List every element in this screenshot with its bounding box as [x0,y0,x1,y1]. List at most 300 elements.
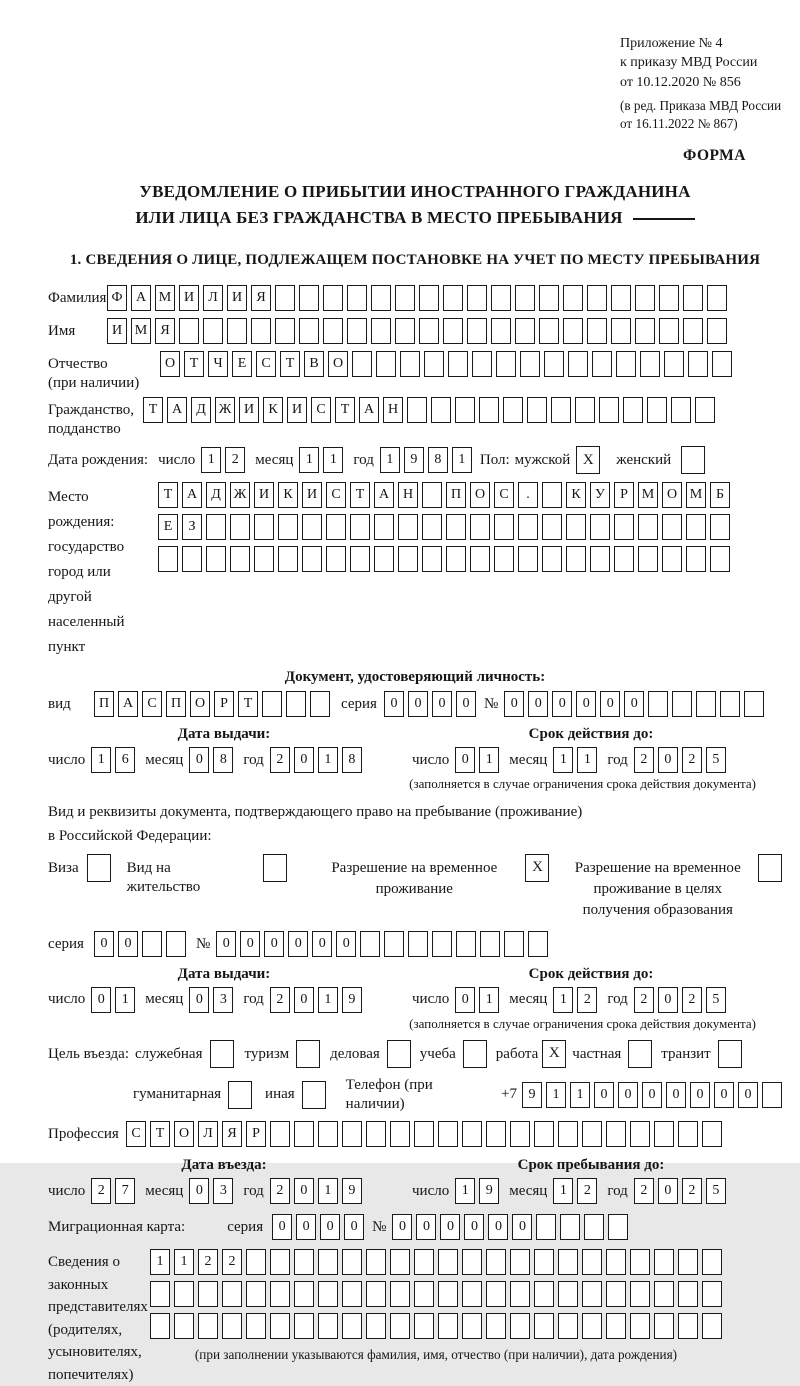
char-box: Т [280,351,300,377]
char-box [414,1121,434,1147]
char-box [462,1281,482,1307]
char-box [390,1249,410,1275]
char-box: 8 [342,747,362,773]
residence-expiry-year-label: год [607,991,628,1008]
identity-doc-heading: Документ, удостоверяющий личность: [284,669,546,686]
stay-year-boxes[interactable] [634,1178,726,1204]
char-box: И [227,285,247,311]
purpose-option-humanitarian-checkbox[interactable] [228,1081,252,1109]
stay-day-boxes[interactable] [455,1178,499,1204]
char-box: Т [158,482,178,508]
char-box: С [494,482,514,508]
char-box [398,514,418,540]
entry-month-boxes[interactable] [189,1178,233,1204]
char-box [462,1249,482,1275]
char-box: Е [232,351,252,377]
char-box [662,546,682,572]
residence-series-boxes[interactable] [94,931,186,957]
char-box: 0 [658,1178,678,1204]
purpose-option-transit-label: транзит [661,1045,711,1062]
char-box: 0 [666,1082,686,1108]
char-box [568,351,588,377]
char-box [246,1313,266,1339]
representatives-row3-boxes[interactable] [150,1313,722,1339]
char-box: 0 [714,1082,734,1108]
char-box [302,514,322,540]
char-box [510,1313,530,1339]
char-box [462,1313,482,1339]
char-box [262,691,282,717]
residence-issue-day-boxes[interactable] [91,987,135,1013]
char-box [384,931,404,957]
header-order-line2: от 10.12.2020 № 856 [620,74,741,90]
char-box [87,854,111,882]
birth-place-label-line1: Место рождения: [48,489,115,531]
char-box: 0 [392,1214,412,1240]
char-box: 2 [270,1178,290,1204]
char-box [150,1281,170,1307]
header-revision-line2: от 16.11.2022 № 867) [620,116,738,132]
char-box: О [160,351,180,377]
char-box [528,931,548,957]
char-box: 0 [294,747,314,773]
char-box: 1 [380,447,400,473]
char-box [534,1121,554,1147]
char-box: Л [203,285,223,311]
char-box: 2 [91,1178,111,1204]
identity-issue-year-boxes[interactable] [270,747,362,773]
surname-label: Фамилия [48,290,107,307]
char-box [467,285,487,311]
birth-month-label: месяц [255,451,294,468]
purpose-option-business-checkbox[interactable] [387,1040,411,1068]
char-box [419,318,439,344]
char-box: 1 [201,447,221,473]
rvp-edu-checkbox[interactable] [758,854,782,882]
birth-place-label [48,482,158,660]
identity-expiry-year-boxes[interactable] [634,747,726,773]
char-box [387,1040,411,1068]
char-box [326,514,346,540]
char-box [254,546,274,572]
identity-issue-day-boxes[interactable] [91,747,135,773]
char-box: 2 [634,1178,654,1204]
char-box [616,351,636,377]
char-box [599,397,619,423]
char-box: 1 [318,987,338,1013]
char-box: Я [222,1121,242,1147]
char-box [582,1249,602,1275]
char-box: 0 [189,987,209,1013]
residence-expiry-year-boxes[interactable] [634,987,726,1013]
char-box [179,318,199,344]
char-box [455,397,475,423]
char-box [630,1313,650,1339]
char-box [623,397,643,423]
char-box: А [131,285,151,311]
identity-kind-boxes[interactable] [94,691,330,717]
birth-place-row1-boxes[interactable] [158,482,730,508]
char-box: 0 [528,691,548,717]
representatives-label [48,1249,150,1386]
char-box [360,931,380,957]
identity-series-boxes[interactable] [384,691,476,717]
char-box: 9 [522,1082,542,1108]
char-box [246,1281,266,1307]
char-box: 0 [296,1214,316,1240]
forma-label: ФОРМА [682,147,746,165]
char-box: О [328,351,348,377]
residence-issue-month-boxes[interactable] [189,987,233,1013]
char-box [462,1121,482,1147]
char-box [681,446,705,474]
entry-day-label: число [48,1182,86,1199]
given-name-label: Имя [48,323,76,340]
birth-place-label-line4: населенный пункт [48,614,125,656]
char-box [686,546,706,572]
identity-expiry-day-boxes[interactable] [455,747,499,773]
char-box [222,1313,242,1339]
char-box: Т [350,482,370,508]
char-box [294,1313,314,1339]
purpose-option-other-checkbox[interactable] [302,1081,326,1109]
char-box: Л [198,1121,218,1147]
given-name-boxes[interactable] [107,318,727,344]
purpose-option-business-label: деловая [330,1045,380,1062]
char-box [654,1281,674,1307]
sex-female-label: женский [616,452,672,468]
char-box: 0 [464,1214,484,1240]
char-box [486,1281,506,1307]
char-box [534,1313,554,1339]
char-box [438,1313,458,1339]
citizenship-boxes[interactable] [143,397,715,423]
patronymic-label [48,351,160,393]
char-box: 1 [553,987,573,1013]
char-box: 1 [546,1082,566,1108]
residence-issue-year-boxes[interactable] [270,987,362,1013]
birth-place-row2-boxes[interactable] [158,514,730,540]
purpose-option-work-checkbox[interactable] [542,1040,566,1068]
char-box: 2 [577,1178,597,1204]
char-box: О [662,482,682,508]
char-box [246,1249,266,1275]
char-box: Ж [230,482,250,508]
char-box: 0 [658,747,678,773]
char-box: 2 [682,1178,702,1204]
char-box: Д [206,482,226,508]
char-box: 0 [440,1214,460,1240]
migration-number-boxes[interactable] [392,1214,628,1240]
char-box [536,1214,556,1240]
char-box: Я [251,285,271,311]
char-box [438,1281,458,1307]
char-box [448,351,468,377]
char-box [614,546,634,572]
identity-issue-year-label: год [243,751,264,768]
char-box: 2 [270,747,290,773]
char-box [638,546,658,572]
char-box: Р [214,691,234,717]
char-box: К [566,482,586,508]
char-box [510,1281,530,1307]
char-box: 0 [658,987,678,1013]
stay-day-label: число [412,1182,450,1199]
char-box [486,1313,506,1339]
representatives-label-line5: усыновителях, [48,1344,142,1361]
char-box: 0 [690,1082,710,1108]
char-box [582,1313,602,1339]
representatives-row2-boxes[interactable] [150,1281,722,1307]
char-box: П [446,482,466,508]
header-appendix: Приложение № 4 [620,36,723,51]
char-box: 0 [320,1214,340,1240]
rvp-label-line1: Разрешение на временное [331,859,498,876]
char-box [299,318,319,344]
char-box [286,691,306,717]
char-box [318,1281,338,1307]
identity-number-boxes[interactable] [504,691,764,717]
entry-year-boxes[interactable] [270,1178,362,1204]
identity-kind-label: вид [48,696,71,712]
citizenship-label [48,397,143,439]
char-box [470,546,490,572]
char-box [611,318,631,344]
sex-male-checkbox[interactable] [576,446,600,474]
char-box [347,318,367,344]
char-box: 7 [115,1178,135,1204]
char-box [227,318,247,344]
char-box: X [576,446,600,474]
rvp-edu-label-line1: Разрешение на временное [574,859,741,876]
char-box [683,285,703,311]
char-box: 0 [91,987,111,1013]
char-box [376,351,396,377]
form-title-line2: ИЛИ ЛИЦА БЕЗ ГРАЖДАНСТВА В МЕСТО ПРЕБЫВАНИЯ [135,207,623,227]
char-box: 0 [94,931,114,957]
residence-number-boxes[interactable] [216,931,548,957]
char-box: 0 [504,691,524,717]
char-box: Ф [107,285,127,311]
header-order-line1: к приказу МВД России [620,55,758,71]
char-box [270,1249,290,1275]
char-box [302,546,322,572]
char-box: 2 [198,1249,218,1275]
char-box [230,546,250,572]
char-box [558,1281,578,1307]
char-box [347,285,367,311]
char-box [350,514,370,540]
profession-boxes[interactable] [126,1121,722,1147]
char-box [278,514,298,540]
identity-expiry-month-boxes[interactable] [553,747,597,773]
profession-label: Профессия [48,1126,119,1142]
legal-header [620,34,782,133]
char-box: 1 [91,747,111,773]
char-box: М [638,482,658,508]
char-box: 2 [222,1249,242,1275]
char-box [551,397,571,423]
char-box [762,1082,782,1108]
char-box: Т [335,397,355,423]
char-box: А [359,397,379,423]
char-box [318,1121,338,1147]
char-box [542,482,562,508]
char-box [486,1249,506,1275]
patronymic-label-line1: Отчество [48,356,108,373]
char-box [534,1249,554,1275]
purpose-option-tourism-checkbox[interactable] [296,1040,320,1068]
char-box [318,1249,338,1275]
purpose-option-private-checkbox[interactable] [628,1040,652,1068]
char-box [590,546,610,572]
char-box [510,1121,530,1147]
char-box: 0 [552,691,572,717]
char-box [150,1313,170,1339]
purpose-option-study-label: учеба [419,1045,456,1062]
birth-year-boxes[interactable] [380,447,472,473]
rvp-checkbox[interactable] [525,854,549,882]
char-box: А [182,482,202,508]
sex-label: Пол: [479,452,510,468]
purpose-option-transit-checkbox[interactable] [718,1040,742,1068]
residence-permit-checkbox[interactable] [263,854,287,882]
birth-place-row3-boxes[interactable] [158,546,730,572]
birth-place-label-line3: город или другой [48,564,111,606]
char-box [672,691,692,717]
char-box [558,1249,578,1275]
char-box: К [263,397,283,423]
char-box [206,514,226,540]
char-box [326,546,346,572]
char-box: И [302,482,322,508]
char-box [228,1081,252,1109]
char-box: И [179,285,199,311]
char-box [702,1313,722,1339]
form-title [48,179,782,230]
surname-boxes[interactable] [107,285,727,311]
char-box: Б [710,482,730,508]
char-box [390,1313,410,1339]
char-box [182,546,202,572]
sex-female-checkbox[interactable] [681,446,705,474]
char-box: 1 [174,1249,194,1275]
char-box: 0 [594,1082,614,1108]
residence-doc-line2: в Российской Федерации: [48,827,212,844]
purpose-option-official-checkbox[interactable] [210,1040,234,1068]
char-box [606,1249,626,1275]
char-box [688,351,708,377]
char-box: 0 [488,1214,508,1240]
char-box [638,514,658,540]
char-box: X [525,854,549,882]
phone-boxes[interactable] [522,1082,782,1108]
char-box [686,514,706,540]
char-box: 8 [428,447,448,473]
residence-expiry-month-boxes[interactable] [553,987,597,1013]
char-box [446,514,466,540]
representatives-row1-boxes[interactable] [150,1249,722,1275]
purpose-option-study-checkbox[interactable] [463,1040,487,1068]
identity-issue-month-boxes[interactable] [189,747,233,773]
char-box [584,1214,604,1240]
identity-issue-day-label: число [48,751,86,768]
char-box: А [374,482,394,508]
char-box: С [142,691,162,717]
citizenship-label-line1: Гражданство, [48,401,135,418]
migration-series-label: серия [227,1219,264,1235]
migration-series-boxes[interactable] [272,1214,364,1240]
char-box: 9 [342,1178,362,1204]
residence-expiry-note: (заполняется в случае ограничения срока действия документа) [409,1015,756,1031]
char-box: С [326,482,346,508]
char-box [606,1281,626,1307]
char-box: 1 [452,447,472,473]
char-box [275,285,295,311]
char-box [678,1121,698,1147]
char-box [390,1121,410,1147]
char-box [479,397,499,423]
char-box: Т [184,351,204,377]
char-box: М [155,285,175,311]
char-box: С [311,397,331,423]
char-box [422,514,442,540]
char-box: 8 [213,747,233,773]
identity-expiry-note: (заполняется в случае ограничения срока действия документа) [409,776,756,792]
representatives-label-line6: попечителях) [48,1366,134,1383]
birth-day-boxes[interactable] [201,447,245,473]
entry-day-boxes[interactable] [91,1178,135,1204]
identity-expiry-month-label: месяц [509,751,548,768]
char-box [456,931,476,957]
char-box: 9 [479,1178,499,1204]
char-box: И [239,397,259,423]
char-box: Т [143,397,163,423]
visa-checkbox[interactable] [87,854,111,882]
char-box [515,318,535,344]
residence-expiry-day-boxes[interactable] [455,987,499,1013]
char-box: Т [238,691,258,717]
char-box: Т [150,1121,170,1147]
char-box [542,514,562,540]
stay-month-boxes[interactable] [553,1178,597,1204]
char-box [270,1313,290,1339]
char-box [558,1313,578,1339]
char-box: О [174,1121,194,1147]
char-box: 5 [706,747,726,773]
char-box [366,1313,386,1339]
char-box: О [470,482,490,508]
char-box [566,546,586,572]
char-box [575,397,595,423]
char-box [467,318,487,344]
char-box [671,397,691,423]
char-box: 1 [479,747,499,773]
char-box [582,1281,602,1307]
char-box [422,546,442,572]
char-box: У [590,482,610,508]
char-box: 2 [682,987,702,1013]
char-box: 2 [577,987,597,1013]
patronymic-boxes[interactable] [160,351,732,377]
char-box [630,1121,650,1147]
char-box: О [190,691,210,717]
char-box [702,1281,722,1307]
birth-month-boxes[interactable] [299,447,343,473]
rvp-label [309,854,519,900]
char-box: 0 [455,747,475,773]
char-box [647,397,667,423]
